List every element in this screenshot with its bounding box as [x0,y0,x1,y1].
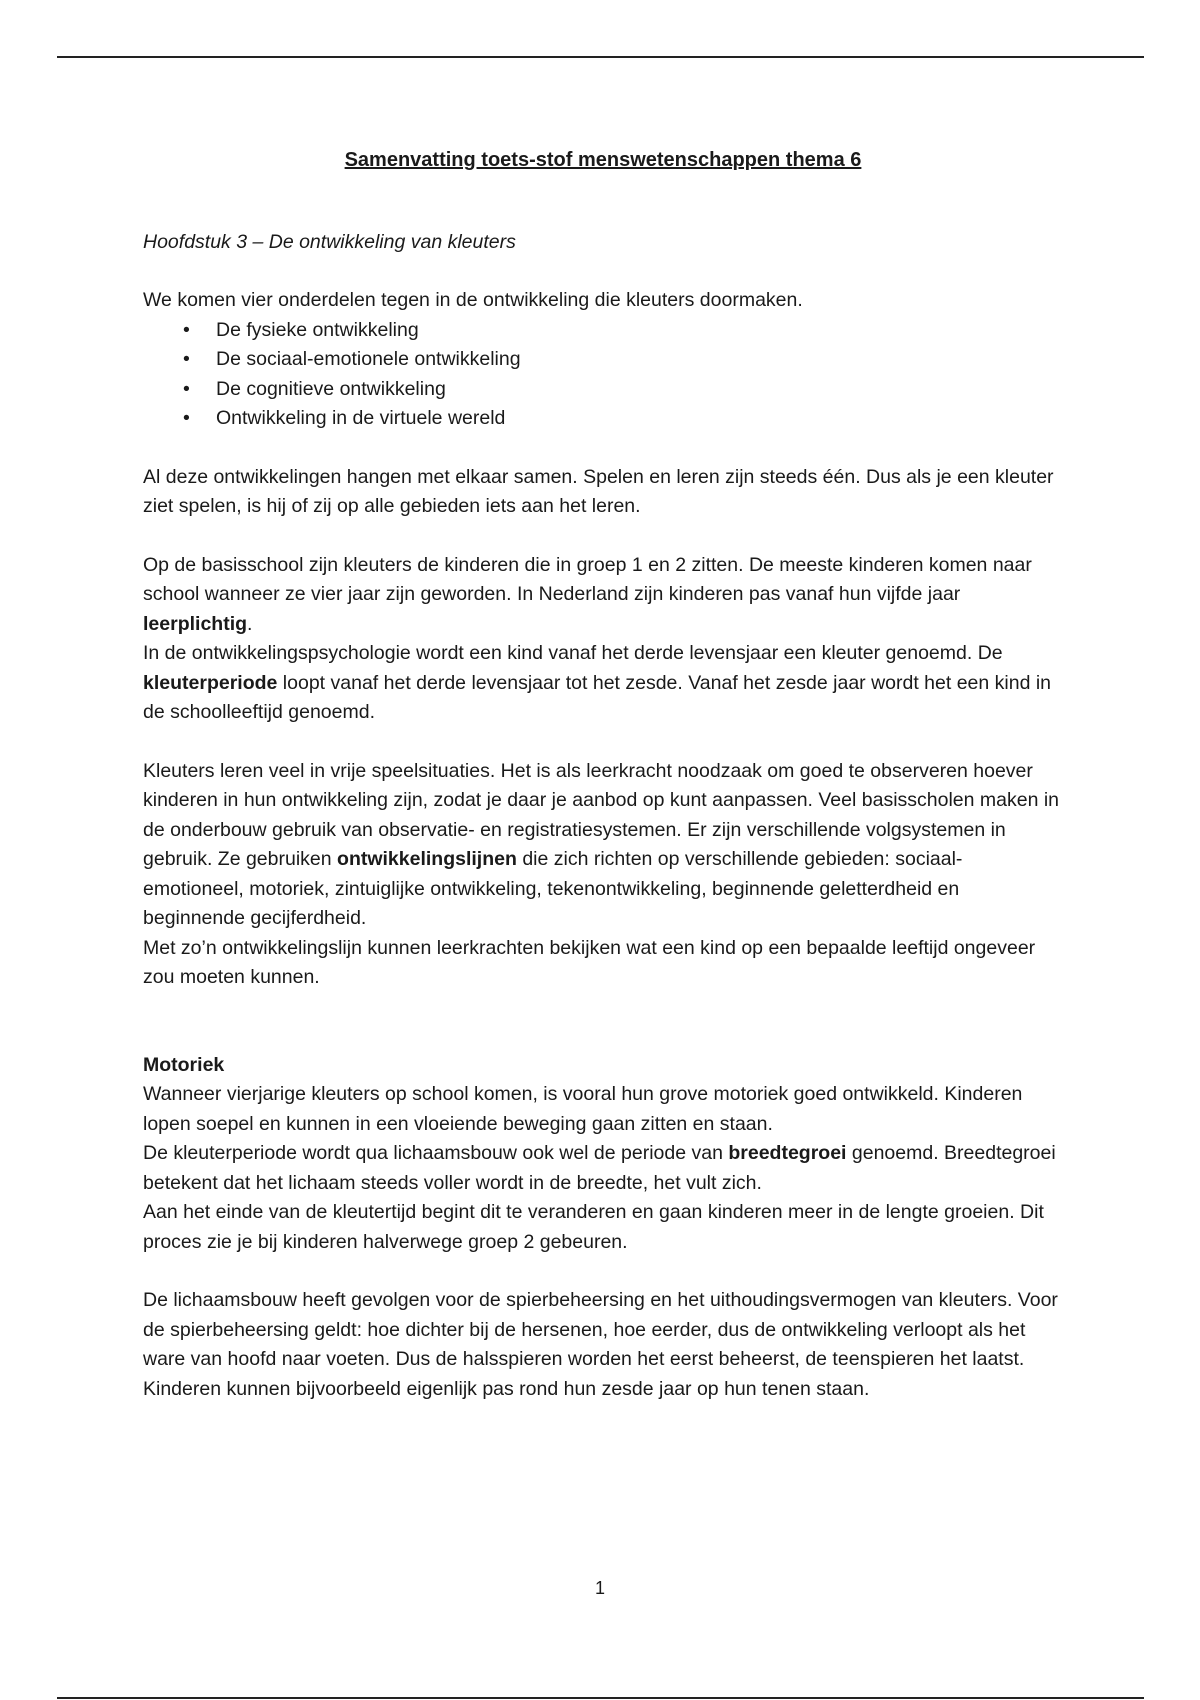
document-title: Samenvatting toets-stof menswetenschappen thema 6 [344,149,862,171]
list-item: • De sociaal-emotionele ontwikkeling [216,345,1063,375]
paragraph-basisschool: Op de basisschool zijn kleuters de kinderen die in groep 1 en 2 zitten. De meeste kinderen komen naar school wanneer ze vier jaar zijn geworden. In Nederland zijn kinderen pas vanaf hun vijfde jaar leerplichtig. [143,553,1032,635]
header-rule [57,56,1144,58]
document-page [143,140,1063,1404]
paragraph-ontwikkelingslijn: Met zo’n ontwikkelingslijn kunnen leerkrachten bekijken wat een kind op een bepaalde leeftijd ongeveer zou moeten kunnen. [143,936,1036,988]
term-kleuterperiode: kleuterperiode [143,671,278,694]
term-ontwikkelingslijnen: ontwikkelingslijnen [337,848,517,870]
section-heading-motoriek: Motoriek [143,1053,225,1076]
paragraph-observeren: Kleuters leren veel in vrije speelsituaties. Het is als leerkracht noodzaak om goed te observeren hoever kinderen in hun ontwikkeling zijn, zodat je daar je aanbod op kunt aanpassen. Veel basisscholen maken in de onderbouw gebruik van observatie- en registratiesystemen. Er zijn verschillende volgsystemen in gebruik. Ze gebruiken ontwikkelingslijnen die zich richten op verschillende gebieden: sociaal-emotioneel, motoriek, zintuiglijke ontwikkeling, tekenontwikkeling, beginnende geletterdheid en beginnende gecijferdheid. [143,759,1060,929]
paragraph-grove-motoriek: Wanneer vierjarige kleuters op school komen, is vooral hun grove motoriek goed ontwikkeld. Kinderen lopen soepel en kunnen in een vloeiende beweging gaan zitten en staan. [143,1083,1023,1135]
term-leerplichtig: leerplichtig [143,612,248,635]
paragraph-kleuterperiode: In de ontwikkelingspsychologie wordt een kind vanaf het derde levensjaar een kleuter genoemd. De kleuterperiode loopt vanaf het derde levensjaar tot het zesde. Vanaf het zesde jaar wordt het een kind in de schoolleeftijd genoemd. [143,642,1052,723]
development-list [143,316,1063,434]
paragraph-samenhang: Al deze ontwikkelingen hangen met elkaar samen. Spelen en leren zijn steeds één. Dus als je een kleuter ziet spelen, is hij of zij op alle gebieden iets aan het leren. [143,465,1054,517]
footer-rule [57,1697,1144,1699]
list-item: • De fysieke ontwikkeling [216,316,1063,346]
list-item: • De cognitieve ontwikkeling [216,375,1063,405]
paragraph-lengtegroei: Aan het einde van de kleutertijd begint dit te veranderen en gaan kinderen meer in de lengte groeien. Dit proces zie je bij kinderen halverwege groep 2 gebeuren. [143,1201,1044,1253]
list-item: • Ontwikkeling in de virtuele wereld [216,404,1063,434]
paragraph-spierbeheersing: De lichaamsbouw heeft gevolgen voor de spierbeheersing en het uithoudingsvermogen van kleuters. Voor de spierbeheersing geldt: hoe dichter bij de hersenen, hoe eerder, dus de ontwikkeling verloopt als het ware van hoofd naar voeten. Dus de halsspieren worden het eerst beheerst, de teenspieren het laatst. Kinderen kunnen bijvoorbeeld eigenlijk pas rond hun zesde jaar op hun tenen staan. [143,1289,1058,1400]
intro-paragraph: We komen vier onderdelen tegen in de ontwikkeling die kleuters doormaken. [143,289,803,311]
term-breedtegroei: breedtegroei [728,1142,847,1164]
paragraph-breedtegroei: De kleuterperiode wordt qua lichaamsbouw ook wel de periode van breedtegroei genoemd. Breedtegroei betekent dat het lichaam steeds voller wordt in de breedte, het vult zich. [143,1142,1056,1194]
chapter-heading: Hoofdstuk 3 – De ontwikkeling van kleuters [143,230,516,253]
page-number: 1 [594,1578,605,1598]
